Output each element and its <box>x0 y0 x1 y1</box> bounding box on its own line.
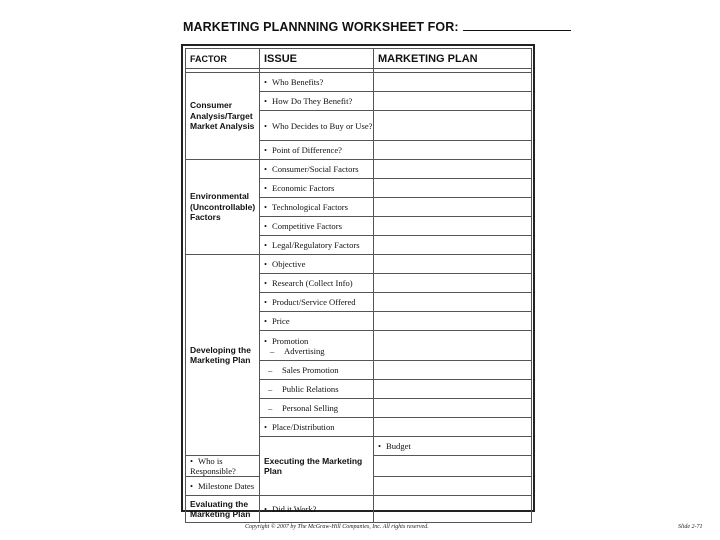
issue-cell: • Consumer/Social Factors <box>260 160 374 179</box>
issue-cell: • Point of Difference? <box>260 141 374 160</box>
issue-cell: • Objective <box>260 255 374 274</box>
plan-cell[interactable] <box>374 179 532 198</box>
plan-cell[interactable] <box>374 331 532 361</box>
table-row <box>186 255 532 274</box>
plan-cell[interactable] <box>374 418 532 437</box>
table-row <box>186 160 532 179</box>
plan-cell[interactable] <box>374 399 532 418</box>
issue-cell: – Sales Promotion <box>260 361 374 380</box>
issue-cell: • Legal/Regulatory Factors <box>260 236 374 255</box>
plan-cell[interactable] <box>374 274 532 293</box>
issue-cell: • Budget <box>374 437 532 456</box>
copyright-footer: Copyright © 2007 by The McGraw-Hill Companies, Inc. All rights reserved. <box>245 524 429 530</box>
issue-cell: • Did it Work? <box>260 496 374 523</box>
issue-cell: • Who Decides to Buy or Use? <box>260 111 374 141</box>
plan-cell[interactable] <box>374 477 532 496</box>
plan-cell[interactable] <box>374 141 532 160</box>
worksheet-title <box>183 20 543 34</box>
issue-cell: • Promotion – Advertising <box>260 331 374 361</box>
header-factor: FACTOR <box>186 49 260 69</box>
issue-cell: • Milestone Dates <box>186 477 260 496</box>
table-row <box>186 496 532 523</box>
plan-cell[interactable] <box>374 160 532 179</box>
worksheet-table <box>185 48 532 523</box>
issue-cell: • Price <box>260 312 374 331</box>
issue-cell: • Who is Responsible? <box>186 456 260 477</box>
worksheet-frame <box>181 44 535 519</box>
issue-cell: • Product/Service Offered <box>260 293 374 312</box>
plan-cell[interactable] <box>374 73 532 92</box>
plan-cell[interactable] <box>374 92 532 111</box>
header-issue: ISSUE <box>260 49 374 69</box>
issue-cell: • Competitive Factors <box>260 217 374 236</box>
plan-cell[interactable] <box>374 198 532 217</box>
header-marketing-plan: MARKETING PLAN <box>374 49 532 69</box>
issue-cell: – Personal Selling <box>260 399 374 418</box>
plan-cell[interactable] <box>374 312 532 331</box>
issue-cell: • Who Benefits? <box>260 73 374 92</box>
plan-cell[interactable] <box>374 456 532 477</box>
slide-number: Slide 2-71 <box>678 524 703 530</box>
plan-cell[interactable] <box>374 255 532 274</box>
table-row <box>186 73 532 92</box>
factor-environmental: Environmental (Uncontrollable) Factors <box>186 160 260 255</box>
issue-cell: • Research (Collect Info) <box>260 274 374 293</box>
factor-developing-plan: Developing the Marketing Plan <box>186 255 260 456</box>
issue-cell: • Place/Distribution <box>260 418 374 437</box>
header-row <box>186 49 532 69</box>
issue-cell: • How Do They Benefit? <box>260 92 374 111</box>
plan-cell[interactable] <box>374 111 532 141</box>
plan-cell[interactable] <box>374 236 532 255</box>
factor-executing-plan: Executing the Marketing Plan <box>260 437 374 496</box>
factor-evaluating-plan: Evaluating the Marketing Plan <box>186 496 260 523</box>
title-blank-line <box>463 29 571 31</box>
plan-cell[interactable] <box>374 496 532 523</box>
plan-cell[interactable] <box>374 361 532 380</box>
worksheet-title-text: MARKETING PLANNNING WORKSHEET FOR: <box>183 20 459 34</box>
issue-cell: • Economic Factors <box>260 179 374 198</box>
issue-cell: – Public Relations <box>260 380 374 399</box>
factor-consumer-analysis: Consumer Analysis/Target Market Analysis <box>186 73 260 160</box>
plan-cell[interactable] <box>374 380 532 399</box>
plan-cell[interactable] <box>374 293 532 312</box>
issue-cell: • Technological Factors <box>260 198 374 217</box>
plan-cell[interactable] <box>374 217 532 236</box>
